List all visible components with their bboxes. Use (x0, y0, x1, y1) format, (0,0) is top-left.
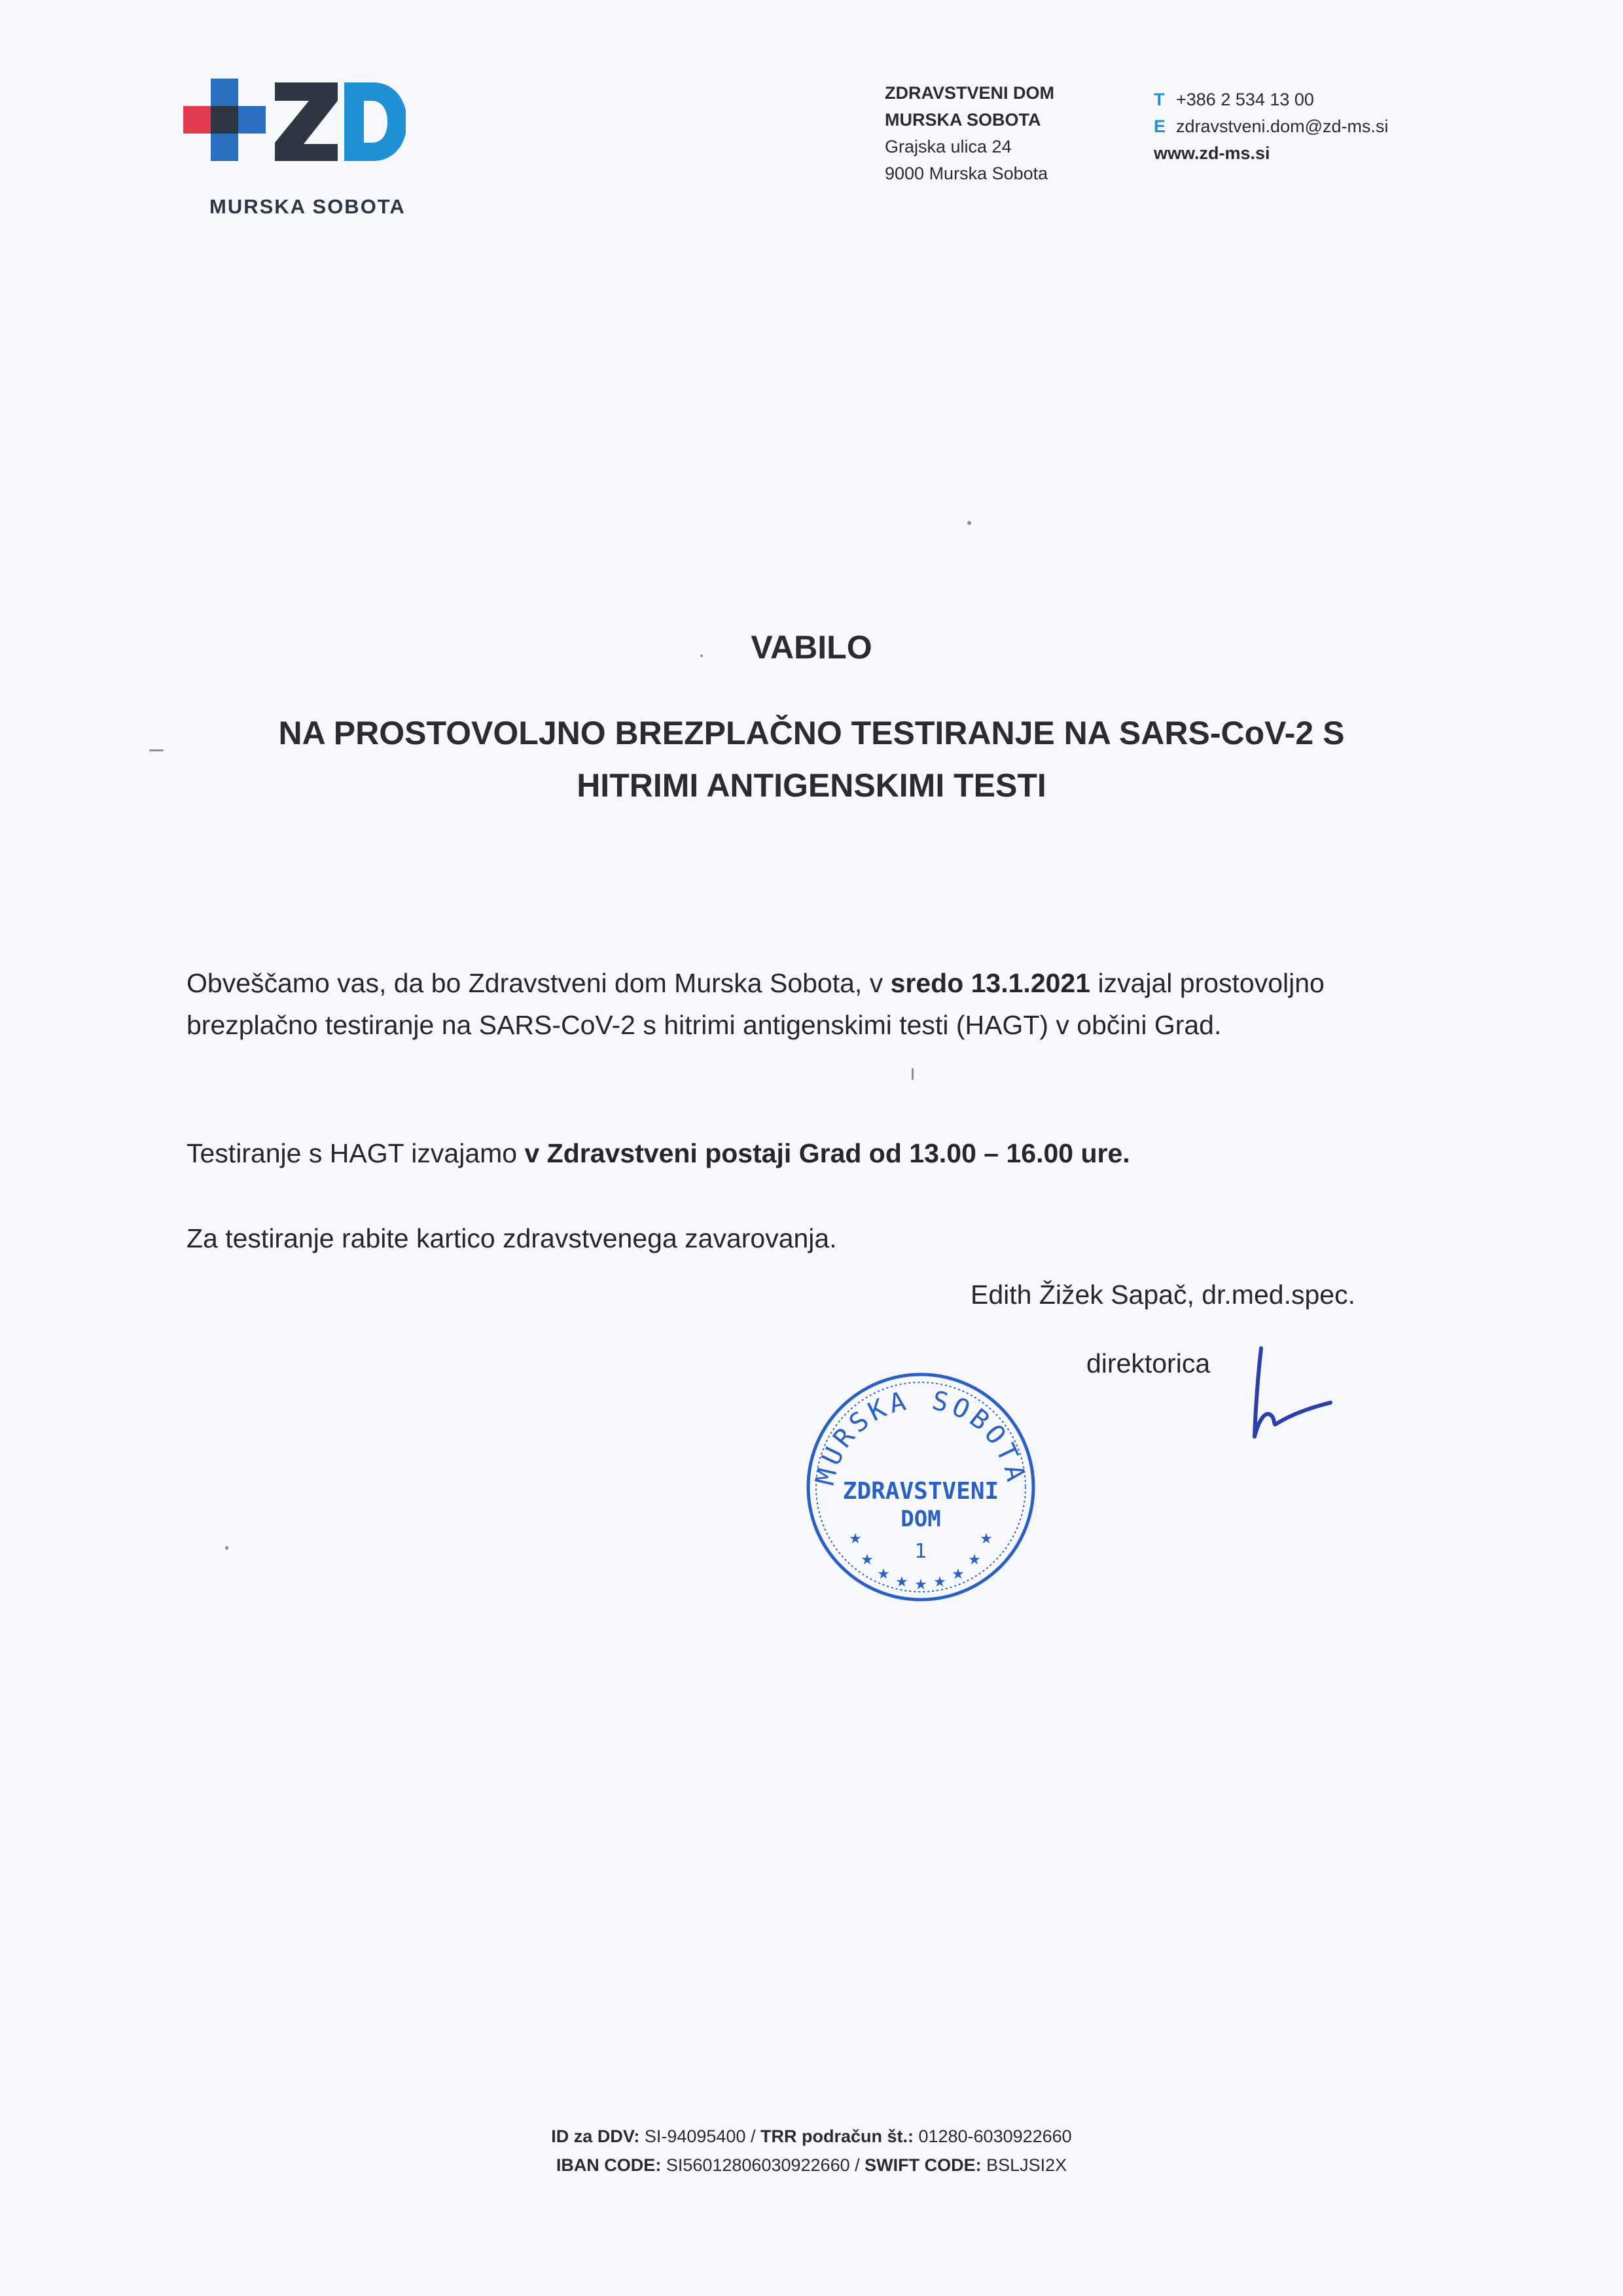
iban-value: SI56012806030922660 / (661, 2155, 865, 2175)
svg-text:★: ★ (952, 1566, 965, 1583)
ddv-value: SI-94095400 / (639, 2126, 760, 2146)
document-subtitle (0, 707, 1623, 812)
organization-contact (1154, 86, 1389, 167)
logo (183, 79, 419, 229)
trr-value: 01280-6030922660 (913, 2126, 1072, 2146)
p1-text-a: Obveščamo vas, da bo Zdravstveni dom Murska Sobota, v (187, 968, 891, 998)
stamp-number: 1 (914, 1540, 927, 1563)
swift-value: BSLJSI2X (981, 2155, 1067, 2175)
signatory-name: Edith Žižek Sapač, dr.med.spec. (971, 1280, 1355, 1310)
zd-logo-mark-icon (183, 79, 406, 164)
svg-text:★: ★ (933, 1574, 946, 1590)
logo-subtitle: MURSKA SOBOTA (209, 195, 406, 218)
paragraph-requirement: Za testiranje rabite kartico zdravstvenega zavarovanja. (187, 1223, 837, 1253)
scan-speck (912, 1068, 914, 1080)
svg-text:★: ★ (861, 1552, 874, 1568)
p1-text-b: izvajal prostovoljno brezplačno testiranje na SARS-CoV-2 s hitrimi antigenskimi testi (HAGT) v občini Grad. (187, 968, 1325, 1040)
stamp-ring-text: MURSKA SOBOTA (810, 1385, 1032, 1488)
email-label: E (1154, 117, 1166, 136)
email-address: zdravstveni.dom@zd-ms.si (1176, 117, 1389, 136)
organization-address (885, 80, 1054, 187)
ddv-label: ID za DDV: (551, 2126, 640, 2146)
iban-label: IBAN CODE: (556, 2155, 662, 2175)
svg-text:★: ★ (968, 1552, 981, 1568)
p2-text-a: Testiranje s HAGT izvajamo (187, 1138, 525, 1168)
svg-text:★: ★ (877, 1566, 890, 1583)
stamp-center-line1: ZDRAVSTVENI (842, 1478, 999, 1505)
official-stamp-icon (802, 1368, 1041, 1607)
subtitle-line1: NA PROSTOVOLJNO BREZPLAČNO TESTIRANJE NA SARS-CoV-2 S (278, 715, 1345, 751)
scan-speck (149, 749, 164, 751)
subtitle-line2: HITRIMI ANTIGENSKIMI TESTI (577, 767, 1046, 804)
trr-label: TRR podračun št.: (760, 2126, 914, 2146)
signatory-role: direktorica (1086, 1348, 1211, 1378)
handwritten-signature-icon (1247, 1338, 1338, 1443)
swift-label: SWIFT CODE: (865, 2155, 982, 2175)
scan-speck (700, 655, 703, 657)
stamp-center-line2: DOM (901, 1506, 941, 1532)
svg-text:★: ★ (980, 1531, 993, 1547)
footer-iban-swift (0, 2151, 1623, 2179)
scan-speck (225, 1546, 228, 1550)
document-title: VABILO (751, 629, 872, 666)
phone-number: +386 2 534 13 00 (1176, 90, 1314, 109)
phone-label: T (1154, 90, 1165, 109)
footer-tax-bank (0, 2122, 1623, 2151)
p2-location-time: v Zdravstveni postaji Grad od 13.00 – 16.00 ure. (524, 1138, 1130, 1168)
paragraph-location (187, 1132, 1417, 1174)
svg-text:★: ★ (895, 1574, 908, 1590)
p1-date: sredo 13.1.2021 (890, 968, 1091, 998)
paragraph-announcement (187, 962, 1417, 1046)
svg-text:★: ★ (849, 1531, 862, 1547)
org-street: Grajska ulica 24 (885, 137, 1012, 156)
svg-text:MURSKA SOBOTA (810, 1385, 1031, 1488)
org-city: 9000 Murska Sobota (885, 164, 1048, 183)
website: www.zd-ms.si (1154, 143, 1270, 163)
scan-speck (967, 521, 971, 525)
org-name-line1: ZDRAVSTVENI DOM (885, 83, 1055, 103)
org-name-line2: MURSKA SOBOTA (885, 110, 1041, 130)
svg-text:★: ★ (914, 1577, 927, 1593)
